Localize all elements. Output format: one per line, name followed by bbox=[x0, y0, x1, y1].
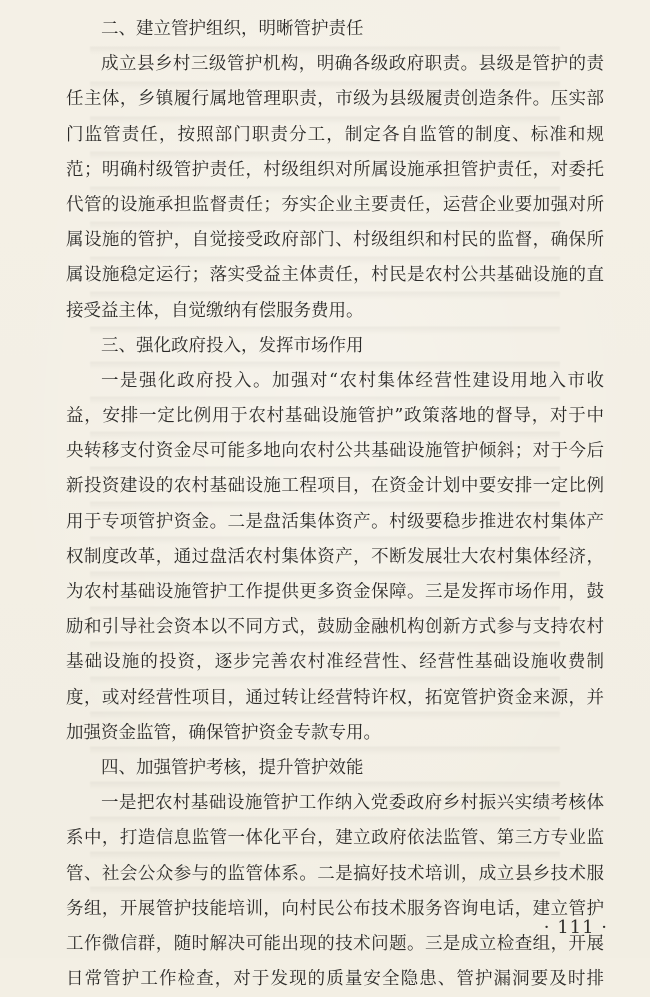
paragraph-line: 为农村基础设施管护工作提供更多资金保障。三是发挥市场作用，鼓 bbox=[66, 582, 604, 602]
paragraph-line: 接受益主体，自觉缴纳有偿服务费用。 bbox=[66, 300, 364, 321]
paragraph-line: 门监管责任，按照部门职责分工，制定各自监管的制度、标准和规 bbox=[66, 124, 604, 145]
paragraph-line: 务组，开展管护技能培训，向村民公布技术服务咨询电话，建立管护 bbox=[66, 898, 604, 919]
paragraph-line: 新投资建设的农村基础设施工程项目，在资金计划中要安排一定比例 bbox=[66, 476, 604, 497]
section-heading-3: 三、强化政府投入，发挥市场作用 bbox=[101, 335, 364, 356]
paragraph-line: 系中，打造信息监管一体化平台，建立政府依法监管、第三方专业监 bbox=[66, 828, 604, 849]
paragraph-line: 范；明确村级管护责任，村级组织对所属设施承担管护责任，对委托 bbox=[66, 159, 604, 180]
paragraph-line: 工作微信群，随时解决可能出现的技术问题。三是成立检查组，开展 bbox=[66, 933, 604, 954]
paragraph-line: 任主体，乡镇履行属地管理职责，市级为县级履责创造条件。压实部 bbox=[66, 89, 604, 110]
paragraph-line: 央转移支付资金尽可能多地向农村公共基础设施管护倾斜；对于今后 bbox=[66, 441, 604, 462]
paragraph-line: 代管的设施承担监督责任；夯实企业主要责任，运营企业要加强对所 bbox=[66, 194, 604, 215]
paragraph-line: 管、社会公众参与的监管体系。二是搞好技术培训，成立县乡技术服 bbox=[66, 863, 604, 884]
paragraph-line: 成立县乡村三级管护机构，明确各级政府职责。县级是管护的责 bbox=[101, 54, 604, 75]
paragraph-line: 加强资金监管，确保管护资金专款专用。 bbox=[66, 722, 381, 743]
paragraph-line: 基础设施的投资，逐步完善农村准经营性、经营性基础设施收费制 bbox=[66, 652, 604, 673]
paragraph-line: 一是强化政府投入。加强对“农村集体经营性建设用地入市收 bbox=[101, 370, 604, 391]
paragraph-line: 日常管护工作检查，对于发现的质量安全隐患、管护漏洞要及时排 bbox=[66, 969, 604, 990]
section-heading-2: 二、建立管护组织，明晰管护责任 bbox=[101, 19, 364, 39]
paragraph-line: 权制度改革，通过盘活农村集体资产，不断发展壮大农村集体经济， bbox=[66, 546, 604, 567]
paragraph-line: 属设施稳定运行；落实受益主体责任，村民是农村公共基础设施的直 bbox=[66, 265, 604, 286]
page-number: · 111 · bbox=[543, 917, 608, 938]
paragraph-line: 属设施的管护，自觉接受政府部门、村级组织和村民的监督，确保所 bbox=[66, 230, 604, 251]
paragraph-line: 一是把农村基础设施管护工作纳入党委政府乡村振兴实绩考核体 bbox=[101, 793, 604, 814]
paragraph-line: 益，安排一定比例用于农村基础设施管护”政策落地的督导，对于中 bbox=[66, 406, 604, 427]
paragraph-line: 用于专项管护资金。二是盘活集体资产。村级要稳步推进农村集体产 bbox=[66, 511, 604, 532]
section-heading-4: 四、加强管护考核，提升管护效能 bbox=[101, 757, 364, 778]
paragraph-line: 励和引导社会资本以不同方式，鼓励金融机构创新方式参与支持农村 bbox=[66, 617, 604, 638]
body-text bbox=[66, 12, 604, 997]
paragraph-line: 度，或对经营性项目，通过转让经营特许权，拓宽管护资金来源，并 bbox=[66, 687, 604, 708]
